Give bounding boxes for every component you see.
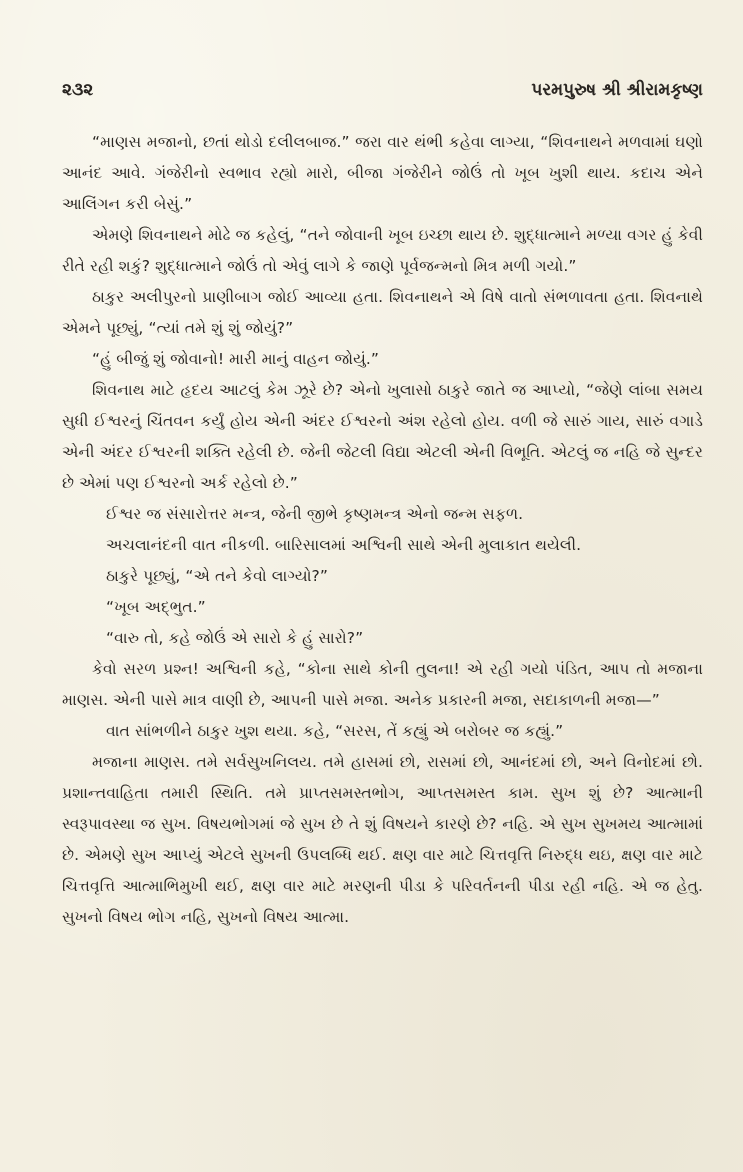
running-title: પરમપુરુષ શ્રી શ્રીરામકૃષ્ણ <box>531 80 703 100</box>
paragraph-9: “ખૂબ અદ્‌ભુત.” <box>106 598 206 616</box>
paragraph-1: “માણસ મજાનો, છતાં થોડો દલીલબાજ.” જરા વાર થંભી કહેવા લાગ્યા, “શિવનાથને મળવામાં ઘણો આનંદ આવે. ગંજેરીનો સ્વભાવ રહ્યો મારો, બીજા ગંજેરીને જોઉં તો ખૂબ ખુશી થાય. કદાચ એને આલિંગન કરી બેસું.” <box>62 133 703 213</box>
paragraph-6: ઈશ્વર જ સંસારોત્તર મન્ત્ર, જેની જીભે કૃષ્ણમન્ત્ર એનો જન્મ સફળ. <box>106 505 524 523</box>
paragraph-8: ઠાકુરે પૂછ્યું, “એ તને કેવો લાગ્યો?” <box>106 567 329 585</box>
paragraph-2: એમણે શિવનાથને મોઢે જ કહેલું, “તને જોવાની ખૂબ ઇચ્છા થાય છે. શુદ્ધાત્માને મળ્યા વગર હું કેવી રીતે રહી શકું? શુદ્ધાત્માને જોઉં તો એવું લાગે કે જાણે પૂર્વજન્મનો મિત્ર મળી ગયો.” <box>62 226 703 275</box>
body-text <box>62 127 703 933</box>
paragraph-3: ઠાકુર અલીપુરનો પ્રાણીબાગ જોઈ આવ્યા હતા. શિવનાથને એ વિષે વાતો સંભળાવતા હતા. શિવનાથે એમને પૂછ્યું, “ત્યાં તમે શું શું જોયું?” <box>62 288 703 337</box>
paragraph-13: મજાના માણસ. તમે સર્વસુખનિલય. તમે હાસમાં છો, રાસમાં છો, આનંદમાં છો, અને વિનોદમાં છો. પ્રશાન્તવાહિતા તમારી સ્થિતિ. તમે પ્રાપ્તસમસ્તભોગ, આપ્તસમસ્ત કામ. સુખ શું છે? આત્માની સ્વરૂપાવસ્થા જ સુખ. વિષયભોગમાં જે સુખ છે તે શું વિષયને કારણે છે? નહિ. એ સુખ સુખમય આત્મામાં છે. એમણે સુખ આપ્યું એટલે સુખની ઉપલબ્ધિ થઈ. ક્ષણ વાર માટે ચિત્તવૃત્તિ નિરુદ્ધ થઇ, ક્ષણ વાર માટે ચિત્તવૃત્તિ આત્માભિમુખી થઈ, ક્ષણ વાર માટે મરણની પીડા કે પરિવર્તનની પીડા રહી નહિ. એ જ હેતુ. સુખનો વિષય ભોગ નહિ, સુખનો વિષય આત્મા. <box>62 753 703 926</box>
paragraph-12: વાત સાંભળીને ઠાકુર ખુશ થયા. કહે, “સરસ, તેં કહ્યું એ બરોબર જ કહ્યું.” <box>106 722 564 740</box>
paragraph-10: “વારુ તો, કહે જોઉં એ સારો કે હું સારો?” <box>106 629 364 647</box>
paragraph-4: “હું બીજું શું જોવાનો! મારી માનું વાહન જોયું.” <box>92 350 380 368</box>
paragraph-11: કેવો સરળ પ્રશ્ન! અશ્વિની કહે, “કોના સાથે કોની તુલના! એ રહી ગયો પંડિત, આપ તો મજાના માણસ. એની પાસે માત્ર વાણી છે, આપની પાસે મજા. અનેક પ્રકારની મજા, સદાકાળની મજા—” <box>62 660 703 709</box>
paragraph-7: અચલાનંદની વાત નીકળી. બારિસાલમાં અશ્વિની સાથે એની મુલાકાત થયેલી. <box>106 536 582 554</box>
page-number: ૨૩૨ <box>62 80 94 100</box>
page-header <box>62 80 703 106</box>
paragraph-5: શિવનાથ માટે હૃદય આટલું કેમ ઝૂરે છે? એનો ખુલાસો ઠાકુરે જાતે જ આપ્યો, “જેણે લાંબા સમય સુધી ઈશ્વરનું ચિંતવન કર્યું હોય એની અંદર ઈશ્વરનો અંશ રહેલો હોય. વળી જે સારું ગાય, સારું વગાડે એની અંદર ઈશ્વરની શક્તિ રહેલી છે. જેની જેટલી વિદ્યા એટલી એની વિભૂતિ. એટલું જ નહિ જે સુન્દર છે એમાં પણ ઈશ્વરનો અર્ક રહેલો છે.” <box>62 381 703 492</box>
